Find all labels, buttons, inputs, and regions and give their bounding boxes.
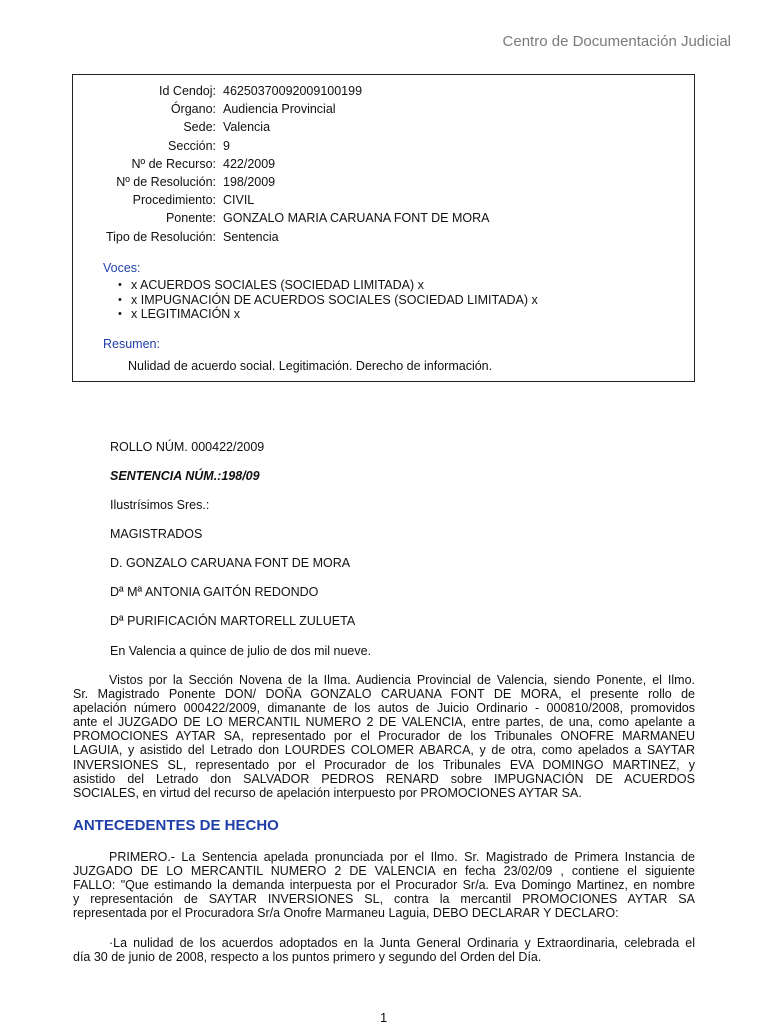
paragraph-line: ·La nulidad de los acuerdos adoptados en la Junta General Ordinaria y Extraordinaria, celebrada el <box>109 936 695 950</box>
metadata-label: Tipo de Resolución: <box>105 229 216 244</box>
paragraph-line: ante el JUZGADO DE LO MERCANTIL NUMERO 2 DE VALENCIA, entre partes, de una, como apelante a <box>73 715 695 730</box>
metadata-row <box>73 229 673 245</box>
header-title: Centro de Documentación Judicial <box>502 33 731 50</box>
metadata-label: Ponente: <box>165 211 216 226</box>
voces-item-text: x IMPUGNACIÓN DE ACUERDOS SOCIALES (SOCIEDAD LIMITADA) x <box>131 292 538 307</box>
paragraph-line: PROMOCIONES AYTAR SA, representado por el Procurador de los Tribunales ONOFRE MARMANEU <box>73 729 695 744</box>
metadata-value: GONZALO MARIA CARUANA FONT DE MORA <box>223 211 490 226</box>
voces-item-text: x LEGITIMACIÓN x <box>131 307 241 321</box>
magistrados-heading: MAGISTRADOS <box>110 527 203 541</box>
voces-heading: Voces: <box>103 261 141 275</box>
metadata-row <box>73 156 673 172</box>
paragraph-line: LAGUIA, y asistido del Letrado don LOURDES COLOMER ABARCA, y de otra, como apelados a SAYTAR <box>73 743 695 758</box>
paragraph-line: INVERSIONES SL, representado por el Procurador de los Tribunales EVA DOMINGO MARTINEZ, y <box>73 757 695 772</box>
metadata-value: Audiencia Provincial <box>223 102 336 117</box>
metadata-label: Nº de Recurso: <box>131 156 216 171</box>
paragraph-line: PRIMERO.- La Sentencia apelada pronunciada por el Ilmo. Sr. Magistrado de Primera Instancia de <box>109 850 695 864</box>
paragraph-line: y representación de SAYTAR INVERSIONES SL, contra la mercantil PROMOCIONES AYTAR SA <box>73 892 695 907</box>
metadata-value: Valencia <box>223 120 271 135</box>
metadata-value: CIVIL <box>223 193 255 208</box>
magistrate-3: Dª PURIFICACIÓN MARTORELL ZULUETA <box>110 614 356 628</box>
metadata-row <box>73 119 673 135</box>
paragraph-line: día 30 de junio de 2008, respecto a los puntos primero y segundo del Orden del Día. <box>73 950 542 965</box>
sentencia-number: SENTENCIA NÚM.:198/09 <box>110 469 260 483</box>
metadata-row <box>73 101 673 117</box>
paragraph-line: JUZGADO DE LO MERCANTIL NUMERO 2 DE VALENCIA en fecha 23/02/09 , contiene el siguiente <box>73 864 695 879</box>
metadata-label: Órgano: <box>170 102 216 117</box>
bullet-icon: • <box>118 279 122 291</box>
paragraph-line: asistido del Letrado don SALVADOR PEDROS RENARD sobre IMPUGNACIÓN DE ACUERDOS <box>73 771 695 786</box>
metadata-value: 422/2009 <box>223 156 276 171</box>
paragraph-line: SOCIALES, en virtud del recurso de apelación interpuesto por PROMOCIONES AYTAR SA. <box>73 785 582 800</box>
primero-paragraph <box>73 850 695 920</box>
paragraph-line: Vistos por la Sección Novena de la Ilma. Audiencia Provincial de Valencia, siendo Ponente, el Ilmo. <box>109 673 695 687</box>
metadata-value: Sentencia <box>223 229 279 244</box>
paragraph-line: representada por el Procuradora Sr/a Onofre Marmaneu Laguia, DEBO DECLARAR Y DECLARO: <box>73 906 619 921</box>
magistrate-2: Dª Mª ANTONIA GAITÓN REDONDO <box>110 585 319 599</box>
bullet-icon: • <box>118 308 122 320</box>
metadata-row <box>73 174 673 190</box>
metadata-label: Id Cendoj: <box>159 84 216 98</box>
nulidad-paragraph <box>73 936 695 964</box>
paragraph-line: Sr. Magistrado Ponente DON/ DOÑA GONZALO CARUANA FONT DE MORA, el presente rollo de <box>73 687 695 702</box>
metadata-box <box>72 74 695 382</box>
metadata-row <box>73 210 673 226</box>
resumen-heading: Resumen: <box>103 337 160 351</box>
metadata-value: 46250370092009100199 <box>223 84 363 98</box>
metadata-row <box>73 83 673 99</box>
ilustrisimos-text: Ilustrísimos Sres.: <box>110 498 210 512</box>
voces-item <box>118 278 538 293</box>
voces-item <box>118 307 538 322</box>
paragraph-line: apelación número 000422/2009, dimanante de los autos de Juicio Ordinario - 000810/2008, promovidos <box>73 701 695 716</box>
metadata-label: Procedimiento: <box>132 193 216 208</box>
metadata-value: 198/2009 <box>223 175 276 189</box>
page-number: 1 <box>380 1010 388 1025</box>
metadata-label: Sección: <box>168 138 216 153</box>
metadata-label: Nº de Resolución: <box>116 175 216 189</box>
voces-item <box>118 293 538 308</box>
voces-list <box>118 278 538 322</box>
metadata-row <box>73 138 673 154</box>
metadata-label: Sede: <box>183 120 216 135</box>
rollo-number: ROLLO NÚM. 000422/2009 <box>110 440 265 454</box>
metadata-value: 9 <box>223 138 230 153</box>
resumen-text: Nulidad de acuerdo social. Legitimación. Derecho de información. <box>128 359 493 373</box>
vistos-paragraph <box>73 673 695 800</box>
antecedentes-heading: ANTECEDENTES DE HECHO <box>73 817 279 834</box>
bullet-icon: • <box>118 293 122 306</box>
paragraph-line: FALLO: "Que estimando la demanda interpuesta por el Procurador Sr/a. Eva Domingo Martinez, en nombre <box>73 878 695 893</box>
metadata-row <box>73 192 673 208</box>
voces-item-text: x ACUERDOS SOCIALES (SOCIEDAD LIMITADA) x <box>131 278 424 292</box>
date-line: En Valencia a quince de julio de dos mil nueve. <box>110 644 372 658</box>
magistrate-1: D. GONZALO CARUANA FONT DE MORA <box>110 556 351 570</box>
